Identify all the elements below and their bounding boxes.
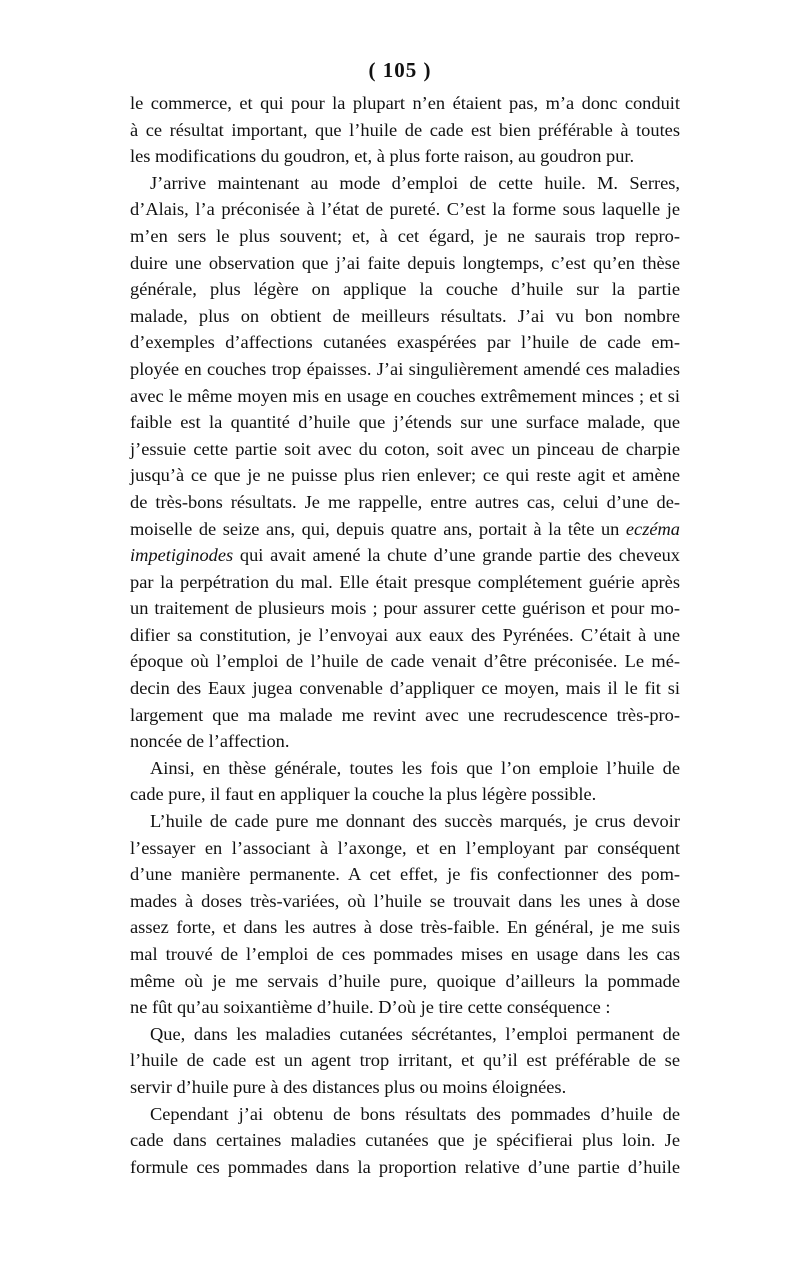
text-line: le commerce, et qui pour la plupart n’en étaient pas, m’a donc conduit xyxy=(130,93,680,113)
text-line-with-italic xyxy=(130,516,680,543)
text-line: de très-bons résultats. Je me rappelle, entre autres cas, celui d’une de- xyxy=(130,491,680,512)
page-number: ( 105 ) xyxy=(368,58,432,82)
text-line: Cependant j’ai obtenu de bons résultats des pommades d’huile de xyxy=(150,1103,680,1124)
text-line: formule ces pommades dans la proportion relative d’une partie d’huile xyxy=(130,1156,680,1177)
italic-term: impetiginodes xyxy=(130,545,234,566)
text-line: duire une observation que j’ai faite depuis longtemps, c’est qu’en thèse xyxy=(130,252,680,273)
text-line: ne fût qu’au soixantième d’huile. D’où je tire cette conséquence : xyxy=(130,997,611,1018)
text-line: decin des Eaux jugea convenable d’appliquer ce moyen, mais il le fit si xyxy=(130,678,680,699)
paragraph-5 xyxy=(130,1021,680,1101)
text-line-with-italic xyxy=(130,542,680,569)
text-line: à ce résultat important, que l’huile de cade est bien préférable à toutes xyxy=(130,119,680,140)
text-line: d’exemples d’affections cutanées exaspérées par l’huile de cade em- xyxy=(130,332,680,353)
text-line: servir d’huile pure à des distances plus ou moins éloignées. xyxy=(130,1076,567,1097)
text-line: l’huile de cade est un agent trop irritant, et qu’il est préférable de se xyxy=(130,1050,680,1071)
text-line: J’arrive maintenant au mode d’emploi de cette huile. M. Serres, xyxy=(150,172,680,193)
text-line: malade, plus on obtient de meilleurs résultats. J’ai vu bon nombre xyxy=(130,305,680,326)
text-line: un traitement de plusieurs mois ; pour assurer cette guérison et pour mo- xyxy=(130,598,680,619)
text-line: jusqu’à ce que je ne puisse plus rien enlever; ce qui reste agit et amène xyxy=(130,465,680,486)
text-line: générale, plus légère on applique la couche d’huile sur la partie xyxy=(130,279,680,300)
line-text: moiselle de seize ans, qui, depuis quatre ans, portait à la tête un xyxy=(130,518,620,539)
text-line: cade pure, il faut en appliquer la couche la plus légère possible. xyxy=(130,784,597,805)
text-line: l’essayer en l’associant à l’axonge, et en l’employant par conséquent xyxy=(130,837,680,858)
text-line: assez forte, et dans les autres à dose très-faible. En général, je me suis xyxy=(130,917,680,938)
text-line: j’essuie cette partie soit avec du coton, soit avec un pinceau de charpie xyxy=(130,438,680,459)
italic-term: eczéma xyxy=(625,518,680,539)
text-line: largement que ma malade me revint avec une recrudescence très-pro- xyxy=(130,704,680,725)
text-line: difier sa constitution, je l’envoyai aux eaux des Pyrénées. C’était à une xyxy=(130,624,680,645)
text-line: m’en sers le plus souvent; et, à cet égard, je ne saurais trop repro- xyxy=(130,225,680,246)
text-line: Que, dans les maladies cutanées sécrétantes, l’emploi permanent de xyxy=(150,1023,680,1044)
text-line: noncée de l’affection. xyxy=(130,731,290,752)
text-line: même où je me servais d’huile pure, quoique d’ailleurs la pommade xyxy=(130,970,680,991)
paragraph-1 xyxy=(130,90,680,170)
paragraph-6 xyxy=(130,1101,680,1181)
text-line: d’une manière permanente. A cet effet, je fis confectionner des pom- xyxy=(130,864,680,885)
paragraph-4 xyxy=(130,808,680,1021)
text-line: avec le même moyen mis en usage en couches extrêmement minces ; et si xyxy=(130,385,680,406)
text-line: d’Alais, l’a préconisée à l’état de pureté. C’est la forme sous laquelle je xyxy=(130,199,680,220)
text-line: ployée en couches trop épaisses. J’ai singulièrement amendé ces maladies xyxy=(130,358,680,379)
text-line: époque où l’emploi de l’huile de cade venait d’être préconisée. Le mé- xyxy=(130,651,680,672)
text-line: cade dans certaines maladies cutanées que je spécifierai plus loin. Je xyxy=(130,1130,680,1151)
text-line: L’huile de cade pure me donnant des succès marqués, je crus devoir xyxy=(150,811,680,832)
text-line: Ainsi, en thèse générale, toutes les fois que l’on emploie l’huile de xyxy=(150,757,680,778)
text-line: mades à doses très-variées, où l’huile se trouvait dans les unes à dose xyxy=(130,890,680,911)
text-line: faible est la quantité d’huile que j’étends sur une surface malade, que xyxy=(130,412,680,433)
paragraph-3 xyxy=(130,755,680,808)
paragraph-2 xyxy=(130,170,680,755)
body-text xyxy=(130,90,680,1180)
text-line: les modifications du goudron, et, à plus forte raison, au goudron pur. xyxy=(130,146,635,167)
line-text: qui avait amené la chute d’une grande partie des cheveux xyxy=(239,545,680,566)
text-line: par la perpétration du mal. Elle était presque complétement guérie après xyxy=(130,571,680,592)
text-line: mal trouvé de l’emploi de ces pommades mises en usage dans les cas xyxy=(130,944,680,964)
